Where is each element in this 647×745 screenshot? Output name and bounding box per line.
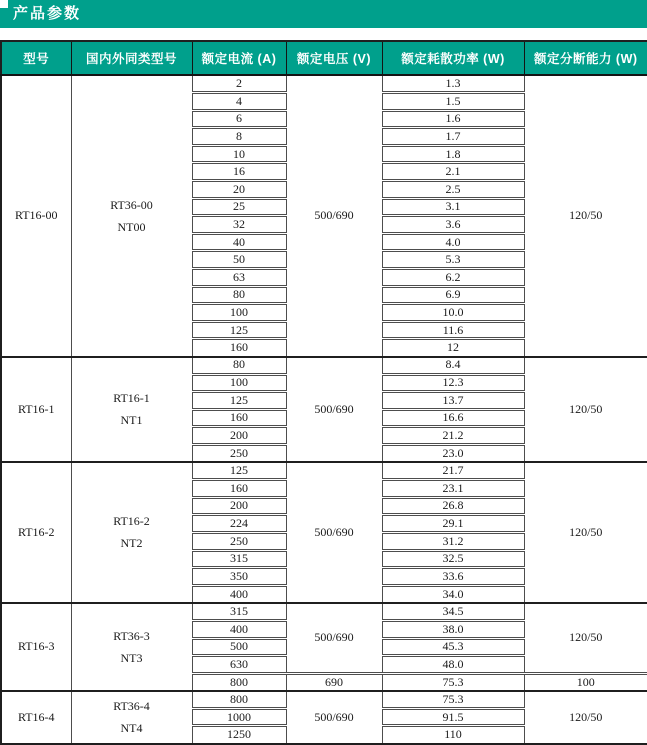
power-cell: 110 (382, 726, 524, 744)
voltage-cell: 690 (286, 673, 382, 691)
power-cell: 91.5 (382, 708, 524, 726)
current-cell: 100 (192, 304, 286, 322)
current-cell: 125 (192, 321, 286, 339)
current-cell: 400 (192, 585, 286, 603)
power-cell: 5.3 (382, 251, 524, 269)
power-cell: 45.3 (382, 638, 524, 656)
power-cell: 26.8 (382, 497, 524, 515)
power-cell: 23.1 (382, 480, 524, 498)
equivalent-cell (71, 462, 192, 603)
breaking-cell: 120/50 (524, 75, 647, 357)
power-cell: 2.1 (382, 163, 524, 181)
current-cell: 80 (192, 357, 286, 375)
current-cell: 50 (192, 251, 286, 269)
current-cell: 800 (192, 691, 286, 709)
current-cell: 16 (192, 163, 286, 181)
current-cell: 6 (192, 110, 286, 128)
current-cell: 10 (192, 145, 286, 163)
equivalent-cell (71, 75, 192, 357)
model-cell: RT16-2 (1, 462, 71, 603)
power-cell: 75.3 (382, 691, 524, 709)
equivalent-line: NT3 (120, 650, 143, 665)
equivalent-line: NT4 (120, 721, 143, 736)
current-cell: 32 (192, 216, 286, 234)
table-body (1, 75, 647, 744)
equivalent-line: RT36-3 (113, 628, 150, 643)
current-cell: 20 (192, 181, 286, 199)
model-cell: RT16-00 (1, 75, 71, 357)
col-header-rated-current: 额定电流 (A) (192, 41, 286, 75)
breaking-cell: 100 (524, 673, 647, 691)
current-cell: 1250 (192, 726, 286, 744)
power-cell: 4.0 (382, 233, 524, 251)
page-banner (0, 0, 647, 28)
breaking-cell: 120/50 (524, 462, 647, 603)
voltage-cell: 500/690 (286, 75, 382, 357)
product-parameters-section (0, 40, 647, 745)
current-cell: 160 (192, 409, 286, 427)
breaking-cell: 120/50 (524, 691, 647, 744)
current-cell: 63 (192, 269, 286, 287)
equivalent-line: RT16-1 (113, 391, 150, 406)
current-cell: 224 (192, 515, 286, 533)
power-cell: 12.3 (382, 374, 524, 392)
current-cell: 800 (192, 673, 286, 691)
power-cell: 21.2 (382, 427, 524, 445)
table-header-row (1, 41, 647, 75)
power-cell: 16.6 (382, 409, 524, 427)
equivalent-line: RT36-4 (113, 699, 150, 714)
current-cell: 4 (192, 93, 286, 111)
power-cell: 34.0 (382, 585, 524, 603)
current-cell: 25 (192, 198, 286, 216)
current-cell: 2 (192, 75, 286, 93)
power-cell: 33.6 (382, 568, 524, 586)
current-cell: 350 (192, 568, 286, 586)
voltage-cell: 500/690 (286, 691, 382, 744)
equivalent-line: NT1 (120, 413, 143, 428)
model-cell: RT16-3 (1, 603, 71, 691)
power-cell: 48.0 (382, 656, 524, 674)
power-cell: 23.0 (382, 444, 524, 462)
power-cell: 1.6 (382, 110, 524, 128)
breaking-cell: 120/50 (524, 603, 647, 673)
current-cell: 200 (192, 427, 286, 445)
product-table (0, 40, 647, 745)
power-cell: 21.7 (382, 462, 524, 480)
page-title: 产品参数 (13, 5, 82, 22)
current-cell: 630 (192, 656, 286, 674)
equivalent-line: RT36-00 (110, 197, 153, 212)
current-cell: 1000 (192, 708, 286, 726)
current-cell: 315 (192, 550, 286, 568)
power-cell: 11.6 (382, 321, 524, 339)
current-cell: 315 (192, 603, 286, 621)
model-cell: RT16-4 (1, 691, 71, 744)
col-header-power-dissipation: 额定耗散功率 (W) (382, 41, 524, 75)
current-cell: 500 (192, 638, 286, 656)
equivalent-line: NT00 (117, 219, 146, 234)
power-cell: 3.1 (382, 198, 524, 216)
equivalent-cell (71, 603, 192, 691)
power-cell: 1.8 (382, 145, 524, 163)
power-cell: 32.5 (382, 550, 524, 568)
power-cell: 2.5 (382, 181, 524, 199)
current-cell: 400 (192, 620, 286, 638)
power-cell: 10.0 (382, 304, 524, 322)
equivalent-cell (71, 357, 192, 463)
equivalent-line: NT2 (120, 536, 143, 551)
power-cell: 29.1 (382, 515, 524, 533)
col-header-equivalent-model: 国内外同类型号 (71, 41, 192, 75)
voltage-cell: 500/690 (286, 462, 382, 603)
current-cell: 125 (192, 392, 286, 410)
current-cell: 250 (192, 532, 286, 550)
breaking-cell: 120/50 (524, 357, 647, 463)
power-cell: 8.4 (382, 357, 524, 375)
current-cell: 40 (192, 233, 286, 251)
power-cell: 38.0 (382, 620, 524, 638)
current-cell: 125 (192, 462, 286, 480)
current-cell: 200 (192, 497, 286, 515)
col-header-model: 型号 (1, 41, 71, 75)
power-cell: 1.3 (382, 75, 524, 93)
power-cell: 3.6 (382, 216, 524, 234)
power-cell: 12 (382, 339, 524, 357)
equivalent-cell (71, 691, 192, 744)
power-cell: 13.7 (382, 392, 524, 410)
voltage-cell: 500/690 (286, 357, 382, 463)
equivalent-line: RT16-2 (113, 514, 150, 529)
col-header-rated-voltage: 额定电压 (V) (286, 41, 382, 75)
current-cell: 160 (192, 480, 286, 498)
power-cell: 34.5 (382, 603, 524, 621)
power-cell: 1.7 (382, 128, 524, 146)
current-cell: 100 (192, 374, 286, 392)
current-cell: 160 (192, 339, 286, 357)
current-cell: 8 (192, 128, 286, 146)
power-cell: 6.9 (382, 286, 524, 304)
col-header-breaking-capacity: 额定分断能力 (W) (524, 41, 647, 75)
power-cell: 1.5 (382, 93, 524, 111)
current-cell: 80 (192, 286, 286, 304)
power-cell: 75.3 (382, 673, 524, 691)
current-cell: 250 (192, 444, 286, 462)
power-cell: 6.2 (382, 269, 524, 287)
model-cell: RT16-1 (1, 357, 71, 463)
voltage-cell: 500/690 (286, 603, 382, 673)
power-cell: 31.2 (382, 532, 524, 550)
